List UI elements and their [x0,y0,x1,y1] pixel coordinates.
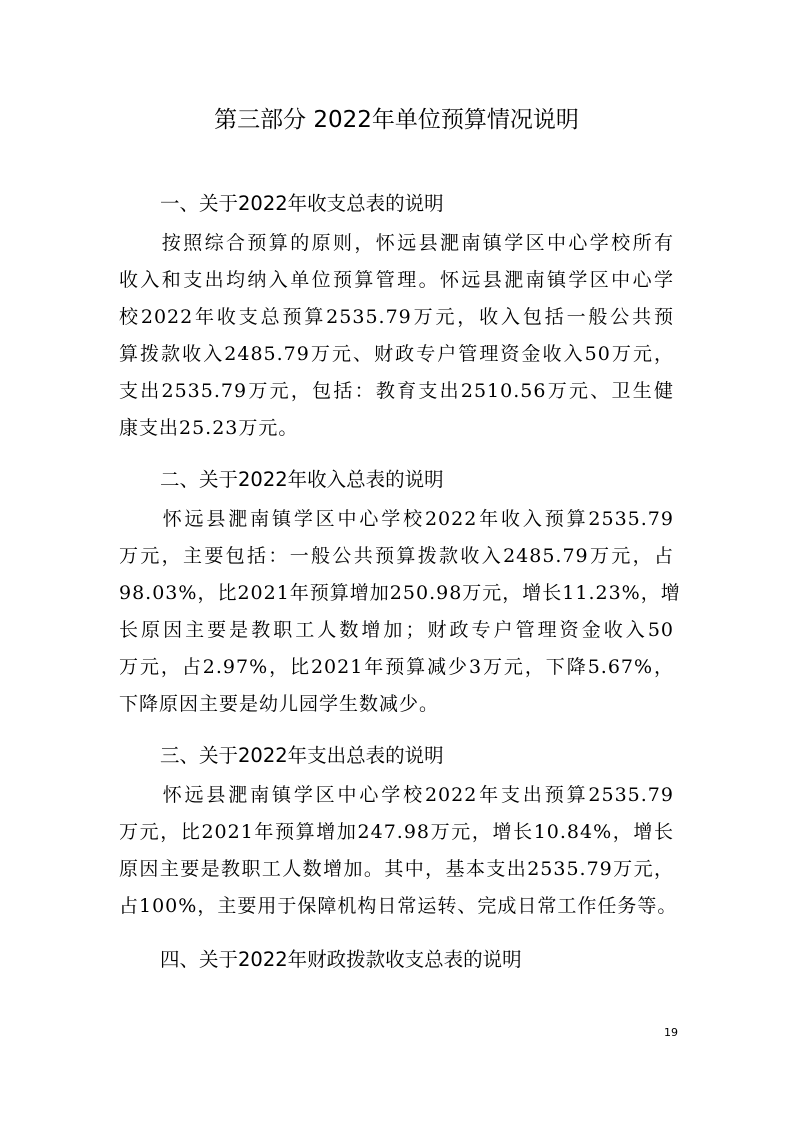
paragraph-line: 按照综合预算的原则，怀远县淝南镇学区中心学校所有 [119,232,674,254]
paragraph-line: 长原因主要是教职工人数增加；财政专户管理资金收入50 [119,619,674,641]
paragraph-line: 下降原因主要是幼儿园学生数减少。 [119,693,440,715]
paragraph-line: 怀远县淝南镇学区中心学校2022年收入预算2535.79 [119,508,674,530]
paragraph-line: 万元，主要包括：一般公共预算拨款收入2485.79万元，占 [119,545,674,567]
paragraph-line: 占100%，主要用于保障机构日常运转、完成日常工作任务等。 [119,895,678,917]
page-title: 第三部分 2022年单位预算情况说明 [214,107,579,133]
section-1-heading: 一、关于2022年收支总表的说明 [160,192,444,215]
paragraph-line: 收入和支出均纳入单位预算管理。怀远县淝南镇学区中心学 [119,269,674,291]
paragraph-line: 98.03%，比2021年预算增加250.98万元，增长11.23%，增 [119,582,681,604]
paragraph-line: 原因主要是教职工人数增加。其中，基本支出2535.79万元， [119,858,674,880]
paragraph-line: 康支出25.23万元。 [119,417,299,439]
section-1-body [119,225,674,447]
section-3-heading: 三、关于2022年支出总表的说明 [160,744,444,767]
paragraph-line: 支出2535.79万元，包括：教育支出2510.56万元、卫生健 [119,380,674,402]
paragraph-line: 算拨款收入2485.79万元、财政专户管理资金收入50万元， [119,343,674,365]
paragraph-line: 万元，占2.97%，比2021年预算减少3万元，下降5.67%， [119,656,674,678]
section-2-body [119,501,681,723]
paragraph-line: 万元，比2021年预算增加247.98万元，增长10.84%，增长 [119,821,674,843]
paragraph-line: 怀远县淝南镇学区中心学校2022年支出预算2535.79 [119,784,674,806]
section-4-heading: 四、关于2022年财政拨款收支总表的说明 [160,948,522,971]
section-3-body [119,777,678,925]
paragraph-line: 校2022年收支总预算2535.79万元，收入包括一般公共预 [119,306,674,328]
page-number: 19 [664,1026,678,1039]
section-2-heading: 二、关于2022年收入总表的说明 [160,468,444,491]
